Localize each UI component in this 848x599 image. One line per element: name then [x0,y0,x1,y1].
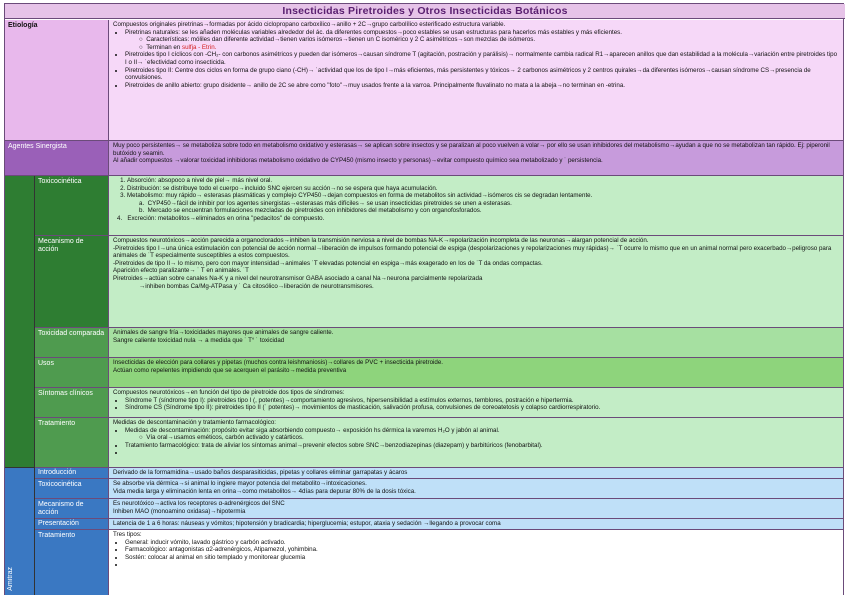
text-line: Al añadir compuestos →valorar toxicidad inhibidoras metabolismo oxidativo de CYP450 (mismo insecto y personas)→evitar compuesto químico sea metabolizado y ˙ persistencia. [113,157,603,165]
list-item: • General: inducir vómito, lavado gástrico y carbón activado. [125,539,839,547]
text-line: b. Mercado se encuentran formulaciones mezcladas de piretroides con inhibidores del metabolismo y con organofosforados. [139,207,482,215]
section-toxicidad-comparada [35,328,843,358]
section-amitraz-introduccion [35,468,843,479]
row-content-usos [109,358,843,387]
group-bar-amitraz [5,468,35,595]
text-line: Compuestos originales piretrinas→formadas por ácido ciclopropano carboxílico→anillo + 2C→grupo carbolílico esterificado estructura variable. [113,21,506,28]
list-item: • Piretrinas naturales: se les añaden moléculas variables alrededor del ác. da diferentes compuestos→poco estables se usan estructuras para hacerlos más estables y más eficientes. [125,29,839,37]
row-label-amitraz-mecanismo: Mecanismo de acción [35,499,109,518]
row-content-tratamiento [109,418,843,467]
row-label-usos: Usos [35,358,109,387]
row-label-toxicocinetica: Toxicocinética [35,176,109,235]
text-line: Es neurotóxico→activa los receptores α-adrenérgicos del SNC [113,500,285,507]
list-item: 3. Metabolismo: muy rápido→ esterasas plasmáticas y complejo CYP450→dejan compuestos en forma de metabolitos sin actividad→isómeros cis se degradan lentamente. [127,192,839,200]
text-line: -Piretroides tipo I→una única estimulación con potencial de acción normal→liberación de impulsos formando potencial de espiga (despolarizaciones y repolarizaciones muy rápidas)→ ˙T ocurre lo mismo que en un animal normal pero exacerbado→peligroso para animales de ˙T especialmente susceptibles a estos compuestos. [113,244,832,260]
row-content-amitraz-mecanismo [109,499,843,518]
section-agentes-sinergista [5,141,843,176]
row-label-amitraz-intro: Introducción [35,468,109,478]
row-label-toxcomp: Toxicidad comparada [35,328,109,357]
text-line: Medidas de descontaminación y tratamiento farmacológico: [113,419,277,426]
list-item: 2. Distribución: se distribuye todo el cuerpo→incluido SNC ejercen su acción→no se espera que haya acumulación. [127,185,839,193]
list-item: • Tratamiento farmacológico: trata de aliviar los síntomas animal→prevenir efectos sobre SNC→benzodiazepinas (diazepam) y barbitúricos (fenobarbital). [125,442,839,450]
row-label-etiologia: Etiología [5,20,109,140]
section-tratamiento [35,418,843,468]
text-line: ○ Características: móliles dan diferente actividad→tienen varios isómeros→tienen un C isomérico y 2 C asimétricos→son mezclas de isómeros. [139,36,536,44]
text-line: Muy poco persistentes→ se metaboliza sobre todo en metabolismo oxidativo y esterasas→ se aplican sobre insectos y se paralizan al poco vuelven a volar→ por ello se usan inhibidores del metabolismo→ayudan a que no se metabolizan tan rápido. Ej: piperonil butóxido y seamin. [113,142,830,157]
row-content-amitraz-toxicocinetica [109,479,843,498]
row-label-tratamiento: Tratamiento [35,418,109,467]
page-title: Insecticidas Piretroides y Otros Insecticidas Botánicos [5,4,845,19]
section-etiologia [5,20,843,141]
text-line: ○ Terminan en sulfja - Etrin. [139,43,217,51]
text-line: Vida media larga y eliminación lenta en orina→como metabolitos→ 4días para depurar 80% de la dosis tóxica. [113,487,416,495]
text-line: 4. Excreción: metabolitos→eliminados en orina "pedacitos" de compuesto. [117,214,325,222]
row-content-agentes [109,141,843,175]
section-sintomas [35,388,843,418]
text-line: Derivado de la formamidina→usado baños desparasiticidas, pipetas y collares eliminar garrapatas y ácaros [113,469,408,476]
section-usos [35,358,843,388]
group-bar-piretroides [5,176,35,468]
text-line: a. CYP450→fácil de inhibir por los agentes sinergistas→esterasas más difíciles→ se usan insecticidas piretroides se unen a esterasas. [139,199,512,207]
row-label-amitraz-presentacion: Presentación [35,519,109,529]
row-content-etiologia [109,20,843,140]
text-line: Actúan como repelentes impidiendo que se acerquen el parásito→medida preventiva [113,366,347,374]
list-item: • Piretroides tipo I cíclicos con -CH₂- con carbonos asimétricos y pueden dar isómeros→causan síndrome T (agitación, postración y parálisis)→ normalmente cambia radical R1→aparecen anillos que dan estabilidad a la molécula→variación entre piretroides tipo I o II→ ˙efectividad como insecticida. [125,51,839,66]
row-label-amitraz-toxicocinetica: Toxicocinética [35,479,109,498]
highlight-red: sulfja - Etrin. [181,43,217,51]
text-line: ○ Vía oral→usamos eméticos, carbón activado y catárticos. [139,434,304,442]
text-line: →inhiben bombas Ca/Mg-ATPasa y ˙ Ca citosólico→liberación de neurotransmisores. [139,282,374,290]
list-item: • Piretroides tipo II: Centre dos ciclos en forma de grupo ciano (-CH)→ ˙actividad que los de tipo I→más eficientes, más persistentes y tóxicos→ 2 carbonos asimétricos y 2 centros quirales→da diferentes isómeros→causan síndrome CS→presencia de convulsiones. [125,67,839,82]
text-line: Latencia de 1 a 6 horas: náuseas y vómitos; hipotensión y bradicardia; hiperglucemia; estupor, ataxia y sedación →llegando a provocar coma [113,520,501,527]
text-line: Tres tipos: [113,531,142,538]
section-amitraz-toxicocinetica [35,479,843,499]
list-item: • Medidas de descontaminación: propósito evitar siga absorbiendo compuesto→ exposición hs dérmica la varemos H₂O y jabón al animal. [125,427,839,435]
row-label-agentes: Agentes Sinergista [5,141,109,175]
document-page [4,3,844,595]
text-line: Se absorbe vía dérmica→si animal lo ingiere mayor potencia del metabolito→intoxicaciones. [113,480,367,487]
row-content-amitraz-tratamiento [109,530,843,595]
text-line: Sangre caliente toxicidad nula → a medida que ˙ T° ˙ toxicidad [113,336,285,344]
text-line: Inhiben MAO (monoamino oxidasa)→hipotermia [113,507,246,515]
group-label-amitraz: Amitraz [7,567,14,591]
list-item: • Síndrome T (síndrome tipo I): piretroides tipo I (, potentes)→comportamiento agresivos, hipersensibilidad a estímulos externos, temblores, postración e hipertermia. [125,397,839,405]
text-line: Aparición efecto paralizante→ ˙ T en animales. ˙T [113,267,249,275]
text-line: Compuestos neurotóxicos→acción parecida a organoclorados→inhiben la transmisión nerviosa a nivel de bombas NA-K→repolarización incompleta de las neuronas→alargan potencial de acción. [113,237,649,244]
text-line: -Piretroides de tipo II→ lo mismo, pero con mayor intensidad→animales ˙T elevadas potencial en espiga→más exagerado en los de ˙T da ondas compactas. [113,259,543,267]
list-item: • Síndrome CS (Síndrome tipo II): piretroides tipo II (˙ potentes)→ movimientos de masticación, salivación profusa, convulsiones de coreoatetosis y colapso cardiorrespiratorio. [125,404,839,412]
row-content-toxcomp [109,328,843,357]
row-content-amitraz-presentacion [109,519,843,529]
section-toxicocinetica [35,176,843,236]
text-line: Animales de sangre fría→toxicidades mayores que animales de sangre caliente. [113,329,334,336]
row-content-sintomas [109,388,843,417]
list-item: • Piretroides de anillo abierto: grupo disidente→ anillo de 2C se abre como "foto"→muy usados frente a la varroa. Principalmente fluvalinato no mata a la abeja→no terminan en -etrina. [125,82,839,90]
list-item [125,561,839,569]
text-line: Insecticidas de elección para collares y pipetas (muchos contra leishmaniosis)→collares de PVC + insecticida piretroide. [113,359,443,366]
row-label-amitraz-tratamiento: Tratamiento [35,530,109,595]
list-item: • Farmacológico: antagonistas α2-adrenérgicos, Atipamezol, yohimbina. [125,546,839,554]
section-mecanismo [35,236,843,328]
row-content-mecanismo [109,236,843,327]
text-line: Piretroides→actúan sobre canales Na-K y a nivel del neurotransmisor GABA asociado a canal Na→neurona parcialmente repolarizada [113,274,483,282]
list-item [125,449,839,457]
row-label-mecanismo: Mecanismo de acción [35,236,109,327]
section-amitraz-mecanismo [35,499,843,519]
row-label-sintomas: Síntomas clínicos [35,388,109,417]
text-line: Compuestos neurotóxicos→en función del tipo de piretroide dos tipos de síndromes: [113,389,345,396]
row-content-amitraz-intro [109,468,843,478]
list-item: 1. Absorción: absopoco a nivel de piel→ más nivel oral. [127,177,839,185]
list-item: • Sostén: colocar al animal en sitio templado y monitorear glucemia [125,554,839,562]
section-amitraz-presentacion [35,519,843,530]
row-content-toxicocinetica [109,176,843,235]
section-amitraz-tratamiento [35,530,843,595]
